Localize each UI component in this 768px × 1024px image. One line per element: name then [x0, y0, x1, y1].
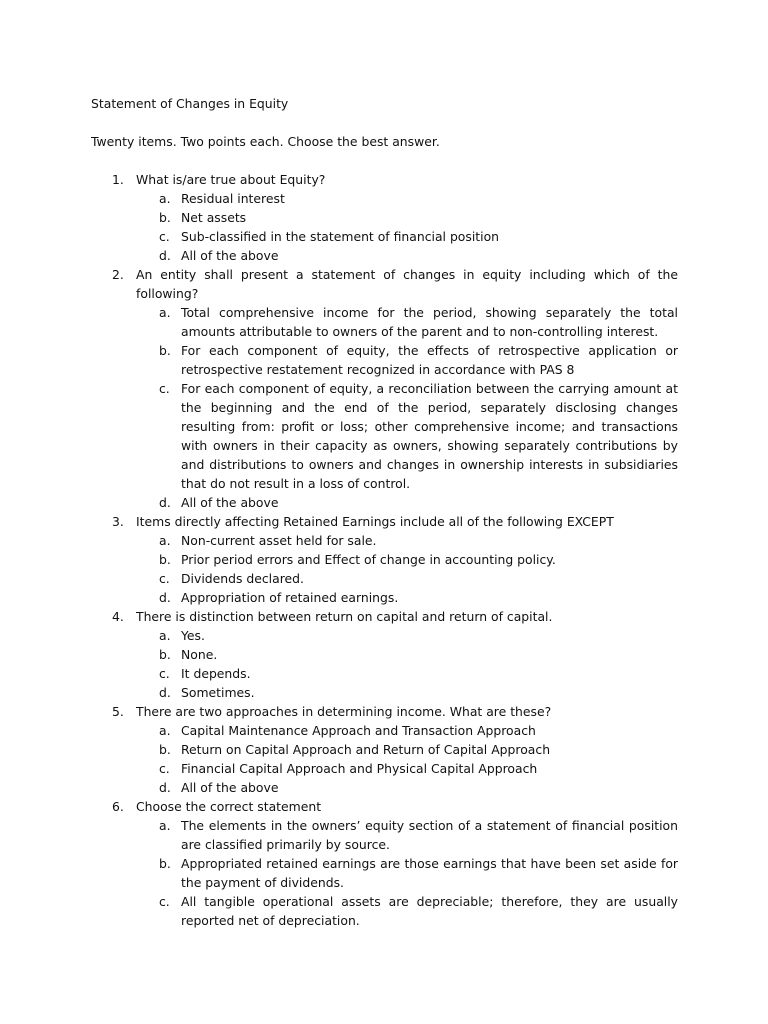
option	[136, 208, 678, 227]
question-text: Choose the correct statement	[136, 799, 322, 814]
question-text: There is distinction between return on capital and return of capital.	[136, 609, 553, 624]
option-text: For each component of equity, the effects of retrospective application or retrospective restatement recognized in accordance with PAS 8	[181, 343, 678, 377]
option	[136, 759, 678, 778]
option-list	[136, 816, 678, 930]
question-text: What is/are true about Equity?	[136, 172, 326, 187]
option-text: It depends.	[181, 666, 251, 681]
option-letter: b.	[159, 343, 171, 358]
option-text: All of the above	[181, 248, 279, 263]
option-letter: b.	[159, 856, 171, 871]
option	[136, 303, 678, 341]
option	[136, 569, 678, 588]
option-letter: a.	[159, 723, 171, 738]
option-letter: b.	[159, 742, 171, 757]
option-list	[136, 626, 678, 702]
option-text: Yes.	[181, 628, 205, 643]
option-text: None.	[181, 647, 218, 662]
option-letter: a.	[159, 191, 171, 206]
option-letter: c.	[159, 381, 170, 396]
option-text: Prior period errors and Effect of change in accounting policy.	[181, 552, 556, 567]
option	[136, 550, 678, 569]
option-letter: b.	[159, 552, 171, 567]
question-2	[91, 265, 678, 512]
question-number: 1.	[112, 172, 124, 187]
question-1	[91, 170, 678, 265]
option	[136, 588, 678, 607]
option-letter: d.	[159, 248, 171, 263]
option-letter: c.	[159, 666, 170, 681]
option	[136, 493, 678, 512]
question-list	[91, 170, 678, 930]
option	[136, 816, 678, 854]
question-number: 3.	[112, 514, 124, 529]
option-letter: a.	[159, 628, 171, 643]
option-text: Non-current asset held for sale.	[181, 533, 377, 548]
question-text: There are two approaches in determining income. What are these?	[136, 704, 552, 719]
question-text: Items directly affecting Retained Earnings include all of the following EXCEPT	[136, 514, 614, 529]
option-letter: d.	[159, 590, 171, 605]
question-number: 6.	[112, 799, 124, 814]
option-letter: c.	[159, 761, 170, 776]
option-letter: b.	[159, 647, 171, 662]
option	[136, 626, 678, 645]
option-text: All of the above	[181, 495, 279, 510]
option-letter: c.	[159, 229, 170, 244]
option-text: The elements in the owners’ equity section of a statement of financial position are classified primarily by source.	[181, 818, 678, 852]
option-text: Return on Capital Approach and Return of Capital Approach	[181, 742, 551, 757]
option	[136, 341, 678, 379]
option	[136, 721, 678, 740]
option-text: Residual interest	[181, 191, 285, 206]
option-text: Sometimes.	[181, 685, 255, 700]
option-list	[136, 721, 678, 797]
option-text: All tangible operational assets are depreciable; therefore, they are usually reported net of depreciation.	[181, 894, 678, 928]
option	[136, 854, 678, 892]
option-letter: a.	[159, 305, 171, 320]
option-letter: a.	[159, 533, 171, 548]
option-text: All of the above	[181, 780, 279, 795]
question-number: 4.	[112, 609, 124, 624]
option-text: Dividends declared.	[181, 571, 304, 586]
option-letter: a.	[159, 818, 171, 833]
option-letter: d.	[159, 685, 171, 700]
option-letter: b.	[159, 210, 171, 225]
option-letter: d.	[159, 495, 171, 510]
option-list	[136, 189, 678, 265]
question-number: 2.	[112, 267, 124, 282]
instructions: Twenty items. Two points each. Choose the best answer.	[91, 134, 440, 149]
document-title: Statement of Changes in Equity	[91, 96, 289, 111]
option	[136, 892, 678, 930]
option	[136, 664, 678, 683]
question-text: An entity shall present a statement of changes in equity including which of the following?	[136, 267, 678, 301]
option	[136, 246, 678, 265]
option	[136, 379, 678, 493]
option	[136, 645, 678, 664]
question-number: 5.	[112, 704, 124, 719]
option-text: Appropriated retained earnings are those earnings that have been set aside for the payment of dividends.	[181, 856, 678, 890]
question-3	[91, 512, 678, 607]
option-list	[136, 303, 678, 512]
option-list	[136, 531, 678, 607]
option-text: Financial Capital Approach and Physical Capital Approach	[181, 761, 538, 776]
option-text: Appropriation of retained earnings.	[181, 590, 399, 605]
option-letter: c.	[159, 571, 170, 586]
option-text: Total comprehensive income for the period, showing separately the total amounts attributable to owners of the parent and to non-controlling interest.	[181, 305, 678, 339]
option-text: Net assets	[181, 210, 247, 225]
option-text: Sub-classified in the statement of financial position	[181, 229, 500, 244]
question-6	[91, 797, 678, 930]
option-text: Capital Maintenance Approach and Transaction Approach	[181, 723, 536, 738]
option-text: For each component of equity, a reconciliation between the carrying amount at the beginning and the end of the period, separately disclosing changes resulting from: profit or loss; other comprehensive income; and transactions with owners in their capacity as owners, showing separately contributions by and distributions to owners and changes in ownership interests in subsidiaries that do not result in a loss of control.	[181, 381, 678, 491]
option-letter: c.	[159, 894, 170, 909]
option-letter: d.	[159, 780, 171, 795]
question-4	[91, 607, 678, 702]
option	[136, 683, 678, 702]
option	[136, 227, 678, 246]
question-5	[91, 702, 678, 797]
option	[136, 778, 678, 797]
option	[136, 740, 678, 759]
option	[136, 189, 678, 208]
option	[136, 531, 678, 550]
